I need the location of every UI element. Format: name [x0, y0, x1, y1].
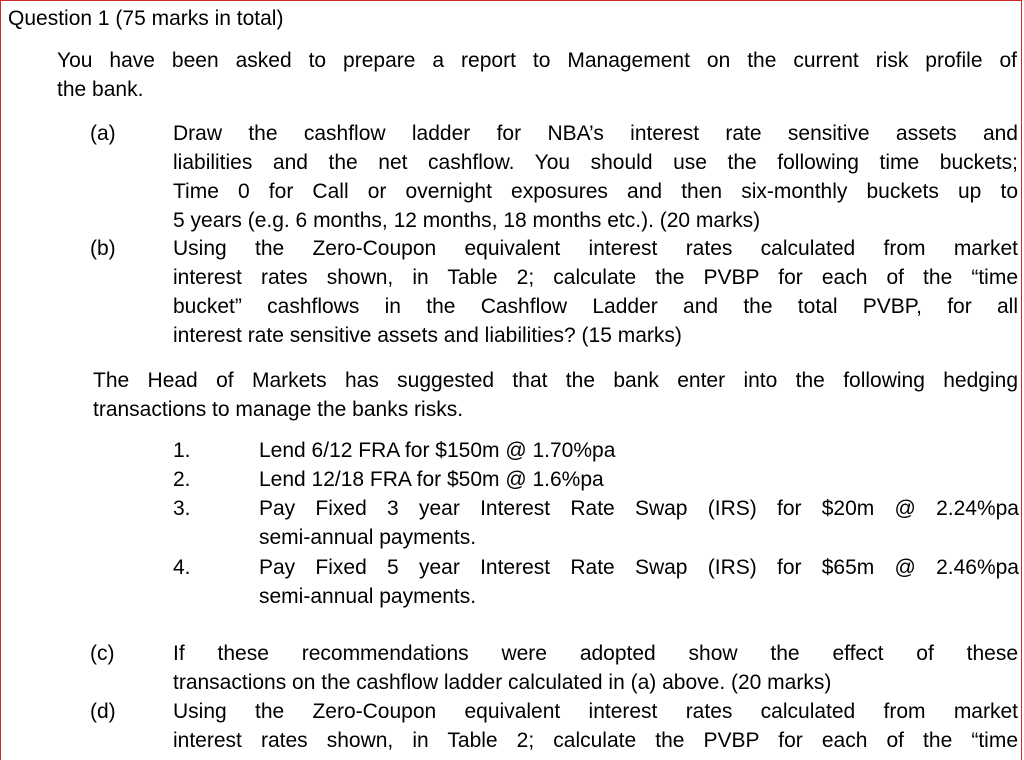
- hedge-text-line: semi-annual payments.: [259, 526, 477, 549]
- hedge-number: 3.: [173, 497, 191, 520]
- part-label: (b): [90, 237, 116, 260]
- part-text-line: If these recommendations were adopted show the effect of these: [173, 642, 1018, 665]
- part-text-line: Using the Zero-Coupon equivalent interest rates calculated from market: [173, 237, 1018, 260]
- part-text-line: interest rates shown, in Table 2; calculate the PVBP for each of the “time: [173, 266, 1018, 289]
- hedge-number: 2.: [173, 468, 191, 491]
- part-text-line: liabilities and the net cashflow. You should use the following time buckets;: [173, 151, 1018, 174]
- part-text-line: Using the Zero-Coupon equivalent interest rates calculated from market: [173, 700, 1018, 723]
- hedge-text-line: semi-annual payments.: [259, 585, 477, 608]
- question-title: Question 1 (75 marks in total): [8, 7, 284, 30]
- intro-line: You have been asked to prepare a report to Management on the current risk profile of: [57, 49, 1017, 72]
- intro-line: the bank.: [57, 78, 144, 101]
- part-label: (d): [90, 700, 116, 723]
- hedge-text-line: Pay Fixed 5 year Interest Rate Swap (IRS) for $65m @ 2.46%pa: [259, 556, 1019, 579]
- hedging-intro-line: transactions to manage the banks risks.: [93, 398, 464, 421]
- part-text-line: 5 years (e.g. 6 months, 12 months, 18 months etc.). (20 marks): [173, 209, 761, 232]
- part-label: (a): [90, 122, 116, 145]
- hedge-number: 1.: [173, 439, 191, 462]
- part-text-line: bucket” cashflows in the Cashflow Ladder and the total PVBP, for all: [173, 295, 1018, 318]
- part-text-line: Draw the cashflow ladder for NBA’s interest rate sensitive assets and: [173, 122, 1018, 145]
- part-text-line: Time 0 for Call or overnight exposures and then six-monthly buckets up to: [173, 180, 1018, 203]
- hedge-text-line: Lend 12/18 FRA for $50m @ 1.6%pa: [259, 468, 604, 491]
- part-text-line: interest rate sensitive assets and liabilities? (15 marks): [173, 324, 682, 347]
- intro-paragraph: [57, 46, 1017, 104]
- part-text-line: transactions on the cashflow ladder calculated in (a) above. (20 marks): [173, 671, 832, 694]
- hedging-intro-line: The Head of Markets has suggested that the bank enter into the following hedging: [93, 369, 1018, 392]
- hedge-text-line: Lend 6/12 FRA for $150m @ 1.70%pa: [259, 439, 616, 462]
- hedge-number: 4.: [173, 556, 191, 579]
- part-text-line: interest rates shown, in Table 2; calculate the PVBP for each of the “time: [173, 729, 1018, 752]
- hedging-intro-paragraph: [93, 366, 1018, 424]
- hedge-text-line: Pay Fixed 3 year Interest Rate Swap (IRS) for $20m @ 2.24%pa: [259, 497, 1019, 520]
- part-label: (c): [90, 642, 115, 665]
